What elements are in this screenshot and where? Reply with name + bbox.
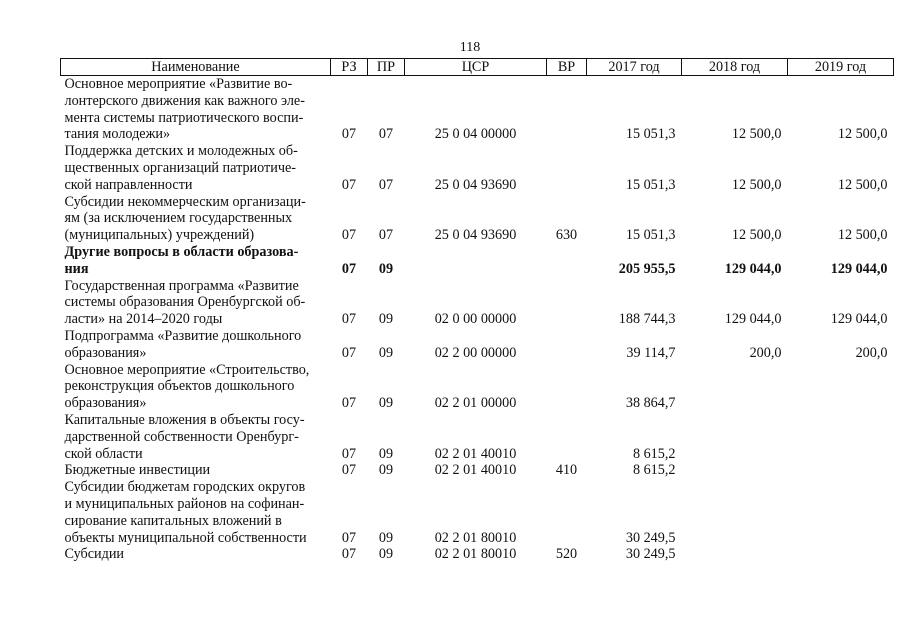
name-line: сирование капитальных вложений в [64, 512, 282, 529]
cell-rz: 07 [341, 176, 357, 193]
name-line: образования» [64, 344, 147, 361]
header-2018: 2018 год [682, 59, 788, 76]
cell-2019 [788, 462, 894, 479]
cell-pr: 07 [378, 227, 394, 244]
cell-csr: 02 0 00 00000 [434, 311, 517, 328]
table-header [61, 59, 894, 76]
cell-name [61, 328, 331, 362]
name-line: объекты муниципальной собственности [64, 529, 307, 546]
cell-name [61, 462, 331, 479]
cell-csr: 25 0 04 93690 [434, 176, 517, 193]
cell-name [61, 412, 331, 462]
cell-rz: 07 [341, 126, 357, 143]
cell-pr: 09 [378, 395, 394, 412]
cell-vr: 520 [555, 546, 578, 563]
table-row [61, 143, 894, 193]
cell-2019 [788, 412, 894, 462]
cell-pr: 07 [378, 176, 394, 193]
name-line: ния [64, 260, 89, 277]
cell-2017: 30 249,5 [625, 529, 676, 546]
cell-rz: 07 [341, 395, 357, 412]
cell-2017: 8 615,2 [632, 462, 676, 479]
cell-2018: 12 500,0 [731, 176, 782, 193]
cell-rz: 07 [341, 546, 357, 563]
cell-2019: 12 500,0 [837, 227, 888, 244]
name-line: Бюджетные инвестиции [64, 462, 211, 479]
cell-vr [547, 479, 587, 546]
cell-name [61, 143, 331, 193]
name-line: образования» [64, 395, 147, 412]
name-line: ской направленности [64, 176, 193, 193]
cell-2017: 15 051,3 [625, 227, 676, 244]
cell-2017: 38 864,7 [625, 395, 676, 412]
header-2017: 2017 год [587, 59, 682, 76]
cell-2018 [682, 479, 788, 546]
cell-name [61, 278, 331, 328]
cell-2018 [682, 546, 788, 563]
cell-2019 [788, 546, 894, 563]
name-line: Основное мероприятие «Развитие во- [64, 76, 293, 92]
cell-2019: 12 500,0 [837, 176, 888, 193]
cell-pr: 09 [378, 311, 394, 328]
header-pr: ПР [368, 59, 405, 76]
table-row [61, 362, 894, 412]
cell-name [61, 479, 331, 546]
cell-2017: 15 051,3 [625, 176, 676, 193]
cell-name [61, 244, 331, 278]
cell-2019 [788, 362, 894, 412]
cell-2019: 129 044,0 [830, 311, 888, 328]
cell-pr: 09 [378, 546, 394, 563]
cell-csr: 02 2 01 40010 [434, 462, 517, 479]
cell-pr: 09 [378, 462, 394, 479]
cell-2018: 129 044,0 [724, 260, 782, 277]
cell-csr: 02 2 01 40010 [434, 445, 517, 462]
cell-2018 [682, 412, 788, 462]
cell-rz: 07 [341, 529, 357, 546]
cell-2019: 12 500,0 [837, 126, 888, 143]
cell-rz: 07 [341, 462, 357, 479]
cell-2017: 30 249,5 [625, 546, 676, 563]
table-row [61, 546, 894, 563]
table-row [61, 328, 894, 362]
cell-name [61, 362, 331, 412]
name-line: Субсидии некоммерческим организаци- [64, 193, 306, 210]
cell-2017: 39 114,7 [626, 344, 676, 361]
cell-csr [405, 244, 547, 278]
cell-2019: 129 044,0 [830, 260, 888, 277]
cell-vr [547, 278, 587, 328]
header-vr: ВР [547, 59, 587, 76]
cell-csr: 25 0 04 93690 [434, 227, 517, 244]
name-line: ской области [64, 445, 143, 462]
name-line: Субсидии бюджетам городских округов [64, 479, 306, 496]
table-row [61, 278, 894, 328]
name-line: (муниципальных) учреждений) [64, 227, 255, 244]
name-line: Субсидии [64, 546, 125, 563]
table-row [61, 479, 894, 546]
cell-csr: 02 2 00 00000 [434, 344, 517, 361]
cell-name [61, 194, 331, 244]
cell-vr [547, 328, 587, 362]
cell-pr: 09 [378, 445, 394, 462]
cell-2017: 8 615,2 [632, 445, 676, 462]
cell-2017: 188 744,3 [618, 311, 676, 328]
cell-rz: 07 [341, 344, 357, 361]
name-line: Подпрограмма «Развитие дошкольного [64, 327, 302, 344]
header-rz: РЗ [331, 59, 368, 76]
cell-rz: 07 [341, 260, 357, 277]
name-line: и муниципальных районов на софинан- [64, 495, 305, 512]
cell-rz: 07 [341, 311, 357, 328]
cell-2017: 15 051,3 [625, 126, 676, 143]
cell-vr [547, 244, 587, 278]
table-row [61, 462, 894, 479]
cell-vr [547, 76, 587, 144]
header-row [61, 59, 894, 76]
header-name: Наименование [61, 59, 331, 76]
cell-vr: 410 [555, 462, 578, 479]
cell-2018: 200,0 [749, 344, 782, 361]
name-line: Основное мероприятие «Строительство, [64, 361, 310, 378]
header-2019: 2019 год [788, 59, 894, 76]
table-row [61, 76, 894, 144]
name-line: Поддержка детских и молодежных об- [64, 143, 298, 160]
cell-pr: 09 [378, 529, 394, 546]
table-row [61, 244, 894, 278]
name-line: ям (за исключением государственных [64, 210, 293, 227]
cell-csr: 25 0 04 00000 [434, 126, 517, 143]
cell-2019 [788, 479, 894, 546]
cell-2019: 200,0 [855, 344, 888, 361]
cell-pr: 09 [378, 344, 394, 361]
page-number: 118 [459, 40, 481, 55]
cell-2018 [682, 362, 788, 412]
cell-name [61, 546, 331, 563]
cell-name [61, 76, 331, 144]
cell-csr: 02 2 01 80010 [434, 529, 517, 546]
name-line: Другие вопросы в области образова- [64, 243, 299, 260]
name-line: мента системы патриотического воспи- [64, 109, 304, 126]
cell-vr: 630 [555, 227, 578, 244]
cell-2018: 12 500,0 [731, 126, 782, 143]
name-line: дарственной собственности Оренбург- [64, 428, 299, 445]
cell-rz: 07 [341, 227, 357, 244]
cell-2018: 129 044,0 [724, 311, 782, 328]
cell-2018 [682, 462, 788, 479]
table-body [61, 76, 894, 564]
cell-csr: 02 2 01 00000 [434, 395, 517, 412]
name-line: системы образования Оренбургской об- [64, 294, 306, 311]
name-line: щественных организаций патриотиче- [64, 159, 296, 176]
name-line: реконструкция объектов дошкольного [64, 378, 295, 395]
cell-2017: 205 955,5 [618, 260, 676, 277]
name-line: Капитальные вложения в объекты госу- [64, 411, 305, 428]
name-line: тания молодежи» [64, 126, 171, 143]
table-row [61, 194, 894, 244]
table-row [61, 412, 894, 462]
cell-pr: 07 [378, 126, 394, 143]
cell-pr: 09 [378, 260, 394, 277]
cell-2018: 12 500,0 [731, 227, 782, 244]
name-line: ласти» на 2014–2020 годы [64, 311, 223, 328]
cell-vr [547, 362, 587, 412]
budget-table [60, 58, 894, 563]
cell-vr [547, 412, 587, 462]
name-line: Государственная программа «Развитие [64, 277, 299, 294]
cell-vr [547, 143, 587, 193]
name-line: лонтерского движения как важного эле- [64, 92, 305, 109]
cell-rz: 07 [341, 445, 357, 462]
cell-csr: 02 2 01 80010 [434, 546, 517, 563]
header-csr: ЦСР [405, 59, 547, 76]
